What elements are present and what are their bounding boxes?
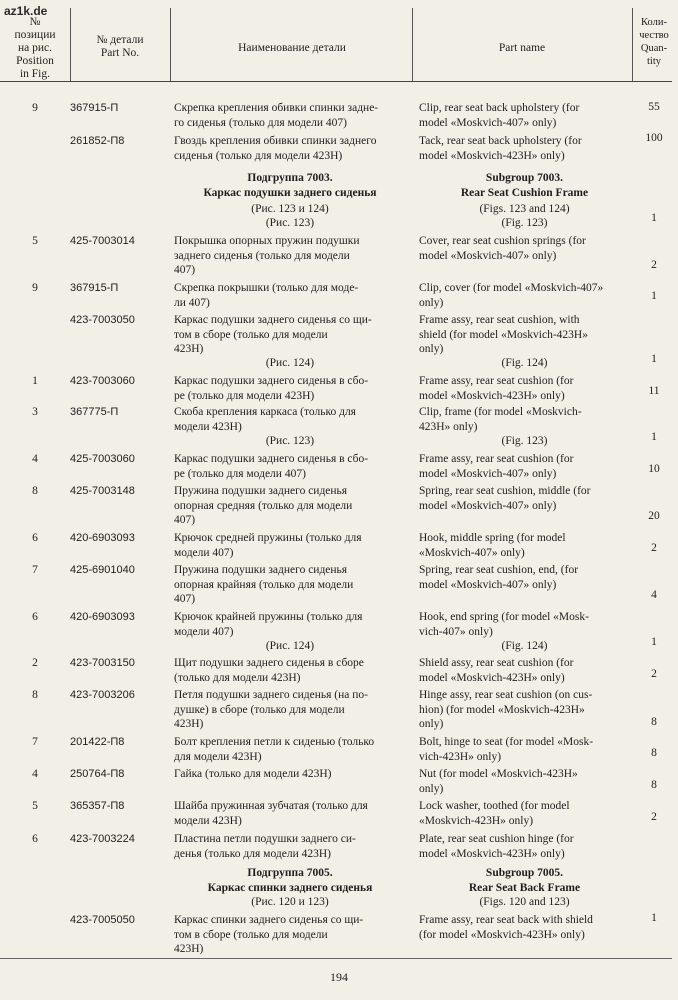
header-name-en: Part name xyxy=(498,42,546,54)
name-ru-cell: Пружина подушки заднего сиденья опорная крайняя (только для модели 407) xyxy=(174,564,354,605)
position-cell: 8 xyxy=(32,689,38,701)
name-en-cell: Clip, rear seat back upholstery (for model «Moskvich-407» only) xyxy=(419,102,580,129)
part-number-cell: 423-7003150 xyxy=(70,657,135,669)
part-number-cell: 425-6901040 xyxy=(70,564,135,576)
figure-ref-en: (Figs. 123 and 124) xyxy=(479,203,570,215)
quantity-cell: 11 xyxy=(648,385,660,397)
part-number-cell: 423-7003206 xyxy=(70,689,135,701)
name-en-cell: Bolt, hinge to seat (for model «Mosk- vich-423Н» only) xyxy=(419,736,594,763)
subgroup-title-en: Subgroup 7005. Rear Seat Back Frame xyxy=(468,867,581,894)
watermark: az1k.de xyxy=(4,4,48,18)
name-en-cell: Frame assy, rear seat back with shield (for model «Moskvich-423Н» only) xyxy=(419,914,593,941)
figure-ref-en: (Fig. 124) xyxy=(501,357,548,369)
header-part-no: № детали Part No. xyxy=(96,34,144,59)
name-en-cell: Shield assy, rear seat cushion (for model «Moskvich-423Н» only) xyxy=(419,657,574,684)
subgroup-title-ru: Подгруппа 7003. Каркас подушки заднего сиденья xyxy=(203,172,377,199)
quantity-cell: 55 xyxy=(648,101,660,113)
name-en-cell: Spring, rear seat cushion, end, (for model «Moskvich-407» only) xyxy=(419,564,579,591)
position-cell: 3 xyxy=(32,406,38,418)
figure-ref-ru: (Рис. 120 и 123) xyxy=(251,896,329,908)
name-ru-cell: Шайба пружинная зубчатая (только для модели 423Н) xyxy=(174,800,368,827)
name-en-cell: Lock washer, toothed (for model «Moskvich-423Н» only) xyxy=(419,800,570,827)
part-number-cell: 250764-П8 xyxy=(70,768,125,780)
header-name-ru: Наименование детали xyxy=(238,42,346,54)
quantity-cell: 100 xyxy=(645,132,663,144)
quantity-cell: 8 xyxy=(651,716,657,728)
quantity-cell: 2 xyxy=(651,668,657,680)
name-en-cell: Frame assy, rear seat cushion (for model «Moskvich-407» only) xyxy=(419,453,574,480)
part-number-cell: 425-7003060 xyxy=(70,453,135,465)
quantity-cell: 1 xyxy=(651,431,657,443)
name-ru-cell: Крючок крайней пружины (только для модели 407) xyxy=(174,611,363,638)
position-cell: 9 xyxy=(32,282,38,294)
part-number-cell: 261852-П8 xyxy=(70,135,125,147)
name-en-cell: Clip, cover (for model «Moskvich-407» only) xyxy=(419,282,604,309)
part-number-cell: 423-7003224 xyxy=(70,833,135,845)
figure-ref-ru: (Рис. 124) xyxy=(265,357,315,369)
figure-ref-ru: (Рис. 123) xyxy=(265,217,315,229)
quantity-cell: 1 xyxy=(651,353,657,365)
table-header xyxy=(0,0,678,80)
header-position: № позиции на рис. Position in Fig. xyxy=(14,16,56,80)
figure-ref-ru: (Рис. 123) xyxy=(265,435,315,447)
part-number-cell: 367915-П xyxy=(70,102,119,114)
figure-ref-en: (Fig. 123) xyxy=(501,435,548,447)
quantity-cell: 1 xyxy=(651,636,657,648)
header-quantity: Коли- чество Quan- tity xyxy=(639,17,669,67)
name-ru-cell: Петля подушки заднего сиденья (на по- душке) в сборе (только для модели 423Н) xyxy=(174,689,368,730)
position-cell: 8 xyxy=(32,485,38,497)
name-en-cell: Nut (for model «Moskvich-423Н» only) xyxy=(419,768,578,795)
name-ru-cell: Пластина петли подушки заднего си- денья (только для модели 423Н) xyxy=(174,833,356,860)
column-divider xyxy=(412,8,413,82)
position-cell: 7 xyxy=(32,736,38,748)
name-ru-cell: Каркас подушки заднего сиденья в сбо- ре (только для модели 407) xyxy=(174,453,369,480)
figure-ref-ru: (Рис. 123 и 124) xyxy=(251,203,329,215)
position-cell: 4 xyxy=(32,768,38,780)
quantity-cell: 1 xyxy=(651,212,657,224)
quantity-cell: 2 xyxy=(651,542,657,554)
name-ru-cell: Каркас подушки заднего сиденья в сбо- ре (только для модели 423Н) xyxy=(174,375,369,402)
name-en-cell: Plate, rear seat cushion hinge (for model «Moskvich-423Н» only) xyxy=(419,833,574,860)
name-ru-cell: Скоба крепления каркаса (только для модели 423Н) xyxy=(174,406,356,433)
part-number-cell: 367775-П xyxy=(70,406,119,418)
quantity-cell: 2 xyxy=(651,811,657,823)
page-number: 194 xyxy=(330,970,348,984)
position-cell: 6 xyxy=(32,532,38,544)
column-divider xyxy=(170,8,171,82)
name-en-cell: Clip, frame (for model «Moskvich- 423Н» only) xyxy=(419,406,582,433)
quantity-cell: 8 xyxy=(651,779,657,791)
figure-ref-en: (Figs. 120 and 123) xyxy=(479,896,570,908)
name-en-cell: Hook, end spring (for model «Mosk- vich-407» only) xyxy=(419,611,589,638)
name-ru-cell: Скрепка покрышки (только для моде- ли 407) xyxy=(174,282,359,309)
figure-ref-ru: (Рис. 124) xyxy=(265,640,315,652)
part-number-cell: 420-6903093 xyxy=(70,611,135,623)
part-number-cell: 423-7003060 xyxy=(70,375,135,387)
position-cell: 2 xyxy=(32,657,38,669)
position-cell: 7 xyxy=(32,564,38,576)
name-ru-cell: Болт крепления петли к сиденью (только для модели 423Н) xyxy=(174,736,375,763)
name-en-cell: Tack, rear seat back upholstery (for model «Moskvich-423Н» only) xyxy=(419,135,582,162)
figure-ref-en: (Fig. 124) xyxy=(501,640,548,652)
quantity-cell: 8 xyxy=(651,747,657,759)
column-divider xyxy=(632,8,633,82)
name-ru-cell: Покрышка опорных пружин подушки заднего сиденья (только для модели 407) xyxy=(174,235,360,276)
part-number-cell: 425-7003014 xyxy=(70,235,135,247)
quantity-cell: 1 xyxy=(651,290,657,302)
position-cell: 9 xyxy=(32,102,38,114)
name-ru-cell: Скрепка крепления обивки спинки задне- го сиденья (только для модели 407) xyxy=(174,102,379,129)
part-number-cell: 201422-П8 xyxy=(70,736,125,748)
name-en-cell: Hinge assy, rear seat cushion (on cus- hion) (for model «Moskvich-423Н» only) xyxy=(419,689,593,730)
name-en-cell: Frame assy, rear seat cushion, with shield (for model «Moskvich-423Н» only) xyxy=(419,314,588,355)
position-cell: 6 xyxy=(32,611,38,623)
name-ru-cell: Гвоздь крепления обивки спинки заднего сиденья (только для модели 423Н) xyxy=(174,135,377,162)
quantity-cell: 1 xyxy=(651,912,657,924)
header-rule xyxy=(0,81,672,82)
name-en-cell: Hook, middle spring (for model «Moskvich-407» only) xyxy=(419,532,566,559)
name-ru-cell: Крючок средней пружины (только для модели 407) xyxy=(174,532,362,559)
part-number-cell: 367915-П xyxy=(70,282,119,294)
name-ru-cell: Гайка (только для модели 423Н) xyxy=(174,768,332,780)
name-ru-cell: Каркас подушки заднего сиденья со щи- том в сборе (только для модели 423Н) xyxy=(174,314,372,355)
part-number-cell: 423-7003050 xyxy=(70,314,135,326)
position-cell: 5 xyxy=(32,235,38,247)
quantity-cell: 2 xyxy=(651,259,657,271)
name-en-cell: Frame assy, rear seat cushion (for model «Moskvich-423Н» only) xyxy=(419,375,574,402)
subgroup-title-ru: Подгруппа 7005. Каркас спинки заднего сиденья xyxy=(207,867,373,894)
quantity-cell: 10 xyxy=(648,463,660,475)
subgroup-title-en: Subgroup 7003. Rear Seat Cushion Frame xyxy=(460,172,589,199)
name-ru-cell: Пружина подушки заднего сиденья опорная средняя (только для модели 407) xyxy=(174,485,353,526)
part-number-cell: 425-7003148 xyxy=(70,485,135,497)
column-divider xyxy=(70,8,71,82)
quantity-cell: 4 xyxy=(651,589,657,601)
part-number-cell: 423-7005050 xyxy=(70,914,135,926)
quantity-cell: 20 xyxy=(648,510,660,522)
bottom-rule xyxy=(0,958,672,959)
position-cell: 4 xyxy=(32,453,38,465)
position-cell: 5 xyxy=(32,800,38,812)
name-en-cell: Cover, rear seat cushion springs (for model «Moskvich-407» only) xyxy=(419,235,586,262)
figure-ref-en: (Fig. 123) xyxy=(501,217,548,229)
position-cell: 6 xyxy=(32,833,38,845)
part-number-cell: 420-6903093 xyxy=(70,532,135,544)
name-en-cell: Spring, rear seat cushion, middle (for model «Moskvich-407» only) xyxy=(419,485,591,512)
name-ru-cell: Щит подушки заднего сиденья в сборе (только для модели 423Н) xyxy=(174,657,364,684)
position-cell: 1 xyxy=(32,375,38,387)
part-number-cell: 365357-П8 xyxy=(70,800,125,812)
name-ru-cell: Каркас спинки заднего сиденья со щи- том в сборе (только для модели 423Н) xyxy=(174,914,364,955)
